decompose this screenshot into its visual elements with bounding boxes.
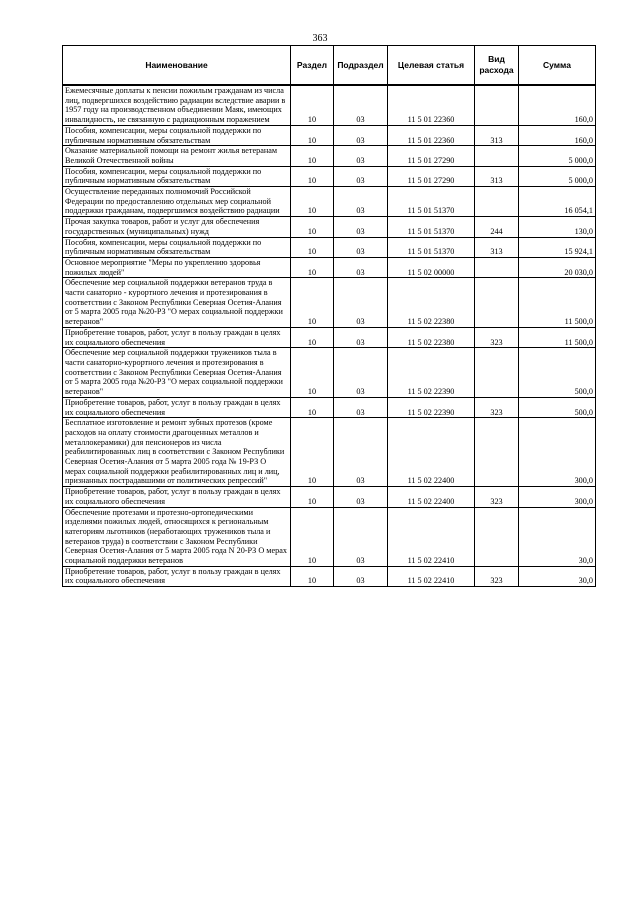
cell-sum: 300,0 xyxy=(519,418,596,487)
cell-sum: 5 000,0 xyxy=(519,146,596,166)
header-expense-type: Вид расхода xyxy=(475,46,519,86)
cell-sum: 500,0 xyxy=(519,348,596,398)
cell-section: 10 xyxy=(291,507,334,566)
cell-target: 11 5 02 22390 xyxy=(388,397,475,417)
table-header-row xyxy=(63,46,596,86)
cell-section: 10 xyxy=(291,125,334,145)
cell-name: Основное мероприятие "Меры по укреплению здоровья пожилых людей" xyxy=(63,257,291,277)
cell-subsection: 03 xyxy=(334,507,388,566)
header-section: Раздел xyxy=(291,46,334,86)
cell-target: 11 5 02 00000 xyxy=(388,257,475,277)
cell-section: 10 xyxy=(291,85,334,125)
cell-target: 11 5 02 22410 xyxy=(388,566,475,586)
cell-section: 10 xyxy=(291,166,334,186)
cell-subsection: 03 xyxy=(334,257,388,277)
cell-name: Бесплатное изготовление и ремонт зубных протезов (кроме расходов на оплату стоимости драгоценных металлов и металлокерамики) для пенсионеров из числа реабилитированных лиц в соответствии с Законом Республики Северная Осетия-Алания от 5 марта 2005 года № 19-РЗ О мерах социальной поддержки реабилитированных лиц и лиц, признанных пострадавшими от политических репрессий" xyxy=(63,418,291,487)
cell-sum: 30,0 xyxy=(519,507,596,566)
header-target: Целевая статья xyxy=(388,46,475,86)
cell-sum: 30,0 xyxy=(519,566,596,586)
cell-section: 10 xyxy=(291,237,334,257)
cell-target: 11 5 01 22360 xyxy=(388,125,475,145)
page-number: 363 xyxy=(312,33,328,44)
cell-target: 11 5 01 51370 xyxy=(388,187,475,217)
cell-name: Приобретение товаров, работ, услуг в пользу граждан в целях их социального обеспечения xyxy=(63,566,291,586)
cell-section: 10 xyxy=(291,187,334,217)
cell-subsection: 03 xyxy=(334,125,388,145)
budget-table xyxy=(62,45,596,587)
cell-name: Приобретение товаров, работ, услуг в пользу граждан в целях их социального обеспечения xyxy=(63,327,291,347)
cell-target: 11 5 02 22400 xyxy=(388,487,475,507)
cell-sum: 500,0 xyxy=(519,397,596,417)
table-row xyxy=(63,487,596,507)
cell-section: 10 xyxy=(291,217,334,237)
cell-expense-type: 313 xyxy=(475,237,519,257)
cell-sum: 5 000,0 xyxy=(519,166,596,186)
cell-section: 10 xyxy=(291,257,334,277)
cell-subsection: 03 xyxy=(334,237,388,257)
cell-expense-type: 323 xyxy=(475,397,519,417)
cell-subsection: 03 xyxy=(334,418,388,487)
table-row xyxy=(63,187,596,217)
cell-name: Прочая закупка товаров, работ и услуг для обеспечения государственных (муниципальных) нужд xyxy=(63,217,291,237)
cell-name: Ежемесячные доплаты к пенсии пожилым гражданам из числа лиц, подвергшихся воздействию радиации вследствие аварии в 1957 году на производственном объединении Маяк, имеющих инвалидность, не связанную с радиационным поражением xyxy=(63,85,291,125)
cell-name: Приобретение товаров, работ, услуг в пользу граждан в целях их социального обеспечения xyxy=(63,487,291,507)
cell-sum: 130,0 xyxy=(519,217,596,237)
cell-sum: 160,0 xyxy=(519,85,596,125)
cell-sum: 11 500,0 xyxy=(519,327,596,347)
table-row xyxy=(63,397,596,417)
cell-name: Обеспечение мер социальной поддержки ветеранов труда в части санаторно - курортного лечения и протезирования в соответствии с Законом Республики Северная Осетия-Алания от 5 марта 2005 года №20-РЗ "О мерах социальной поддержки ветеранов" xyxy=(63,278,291,328)
cell-subsection: 03 xyxy=(334,487,388,507)
cell-name: Осуществление переданных полномочий Российской Федерации по предоставлению отдельных мер социальной поддержки гражданам, подвергшимся воздействию радиации xyxy=(63,187,291,217)
cell-section: 10 xyxy=(291,397,334,417)
cell-subsection: 03 xyxy=(334,278,388,328)
cell-expense-type: 313 xyxy=(475,166,519,186)
cell-section: 10 xyxy=(291,487,334,507)
cell-target: 11 5 02 22390 xyxy=(388,348,475,398)
table-row xyxy=(63,327,596,347)
cell-section: 10 xyxy=(291,327,334,347)
cell-target: 11 5 01 22360 xyxy=(388,85,475,125)
cell-target: 11 5 01 51370 xyxy=(388,237,475,257)
cell-name: Пособия, компенсации, меры социальной поддержки по публичным нормативным обязательствам xyxy=(63,237,291,257)
cell-name: Пособия, компенсации, меры социальной поддержки по публичным нормативным обязательствам xyxy=(63,166,291,186)
cell-section: 10 xyxy=(291,146,334,166)
cell-expense-type: 323 xyxy=(475,487,519,507)
cell-sum: 11 500,0 xyxy=(519,278,596,328)
cell-sum: 20 030,0 xyxy=(519,257,596,277)
table-row xyxy=(63,566,596,586)
cell-expense-type xyxy=(475,187,519,217)
cell-subsection: 03 xyxy=(334,397,388,417)
table-row xyxy=(63,418,596,487)
table-row xyxy=(63,507,596,566)
cell-sum: 300,0 xyxy=(519,487,596,507)
cell-expense-type xyxy=(475,85,519,125)
cell-target: 11 5 02 22380 xyxy=(388,278,475,328)
cell-expense-type xyxy=(475,257,519,277)
cell-sum: 160,0 xyxy=(519,125,596,145)
header-name: Наименование xyxy=(63,46,291,86)
cell-name: Приобретение товаров, работ, услуг в пользу граждан в целях их социального обеспечения xyxy=(63,397,291,417)
cell-section: 10 xyxy=(291,348,334,398)
cell-section: 10 xyxy=(291,278,334,328)
table-row xyxy=(63,125,596,145)
cell-target: 11 5 01 27290 xyxy=(388,146,475,166)
table-row xyxy=(63,166,596,186)
cell-name: Обеспечение протезами и протезно-ортопедическими изделиями пожилых людей, относящихся к региональным категориям льготников (неработающих тружеников тыла и ветеранов труда) в соответствии с Законом Республики Северная Осетия-Алания от 5 марта 2005 года N 20-РЗ О мерах социальной поддержки ветеранов xyxy=(63,507,291,566)
cell-subsection: 03 xyxy=(334,566,388,586)
table-row xyxy=(63,237,596,257)
table-row xyxy=(63,146,596,166)
cell-subsection: 03 xyxy=(334,166,388,186)
cell-section: 10 xyxy=(291,418,334,487)
cell-section: 10 xyxy=(291,566,334,586)
cell-target: 11 5 01 27290 xyxy=(388,166,475,186)
cell-name: Пособия, компенсации, меры социальной поддержки по публичным нормативным обязательствам xyxy=(63,125,291,145)
cell-expense-type xyxy=(475,507,519,566)
cell-expense-type: 313 xyxy=(475,125,519,145)
cell-target: 11 5 01 51370 xyxy=(388,217,475,237)
cell-expense-type xyxy=(475,418,519,487)
cell-subsection: 03 xyxy=(334,146,388,166)
table-row xyxy=(63,278,596,328)
table-row xyxy=(63,257,596,277)
cell-sum: 16 054,1 xyxy=(519,187,596,217)
cell-subsection: 03 xyxy=(334,187,388,217)
table-row xyxy=(63,348,596,398)
header-subsection: Подраздел xyxy=(334,46,388,86)
header-sum: Сумма xyxy=(519,46,596,86)
cell-sum: 15 924,1 xyxy=(519,237,596,257)
cell-target: 11 5 02 22400 xyxy=(388,418,475,487)
cell-target: 11 5 02 22410 xyxy=(388,507,475,566)
cell-subsection: 03 xyxy=(334,327,388,347)
cell-subsection: 03 xyxy=(334,217,388,237)
cell-subsection: 03 xyxy=(334,348,388,398)
table-row xyxy=(63,85,596,125)
cell-expense-type xyxy=(475,146,519,166)
cell-expense-type: 323 xyxy=(475,327,519,347)
cell-target: 11 5 02 22380 xyxy=(388,327,475,347)
cell-subsection: 03 xyxy=(334,85,388,125)
cell-expense-type xyxy=(475,278,519,328)
cell-name: Оказание материальной помощи на ремонт жилья ветеранам Великой Отечественной войны xyxy=(63,146,291,166)
cell-expense-type: 323 xyxy=(475,566,519,586)
table-row xyxy=(63,217,596,237)
cell-name: Обеспечение мер социальной поддержки тружеников тыла в части санаторно-курортного лечения и протезирования в соответствии с Законом Республики Северная Осетия-Алания от 5 марта 2005 года №20-РЗ "О мерах социальной поддержки ветеранов" xyxy=(63,348,291,398)
cell-expense-type xyxy=(475,348,519,398)
cell-expense-type: 244 xyxy=(475,217,519,237)
